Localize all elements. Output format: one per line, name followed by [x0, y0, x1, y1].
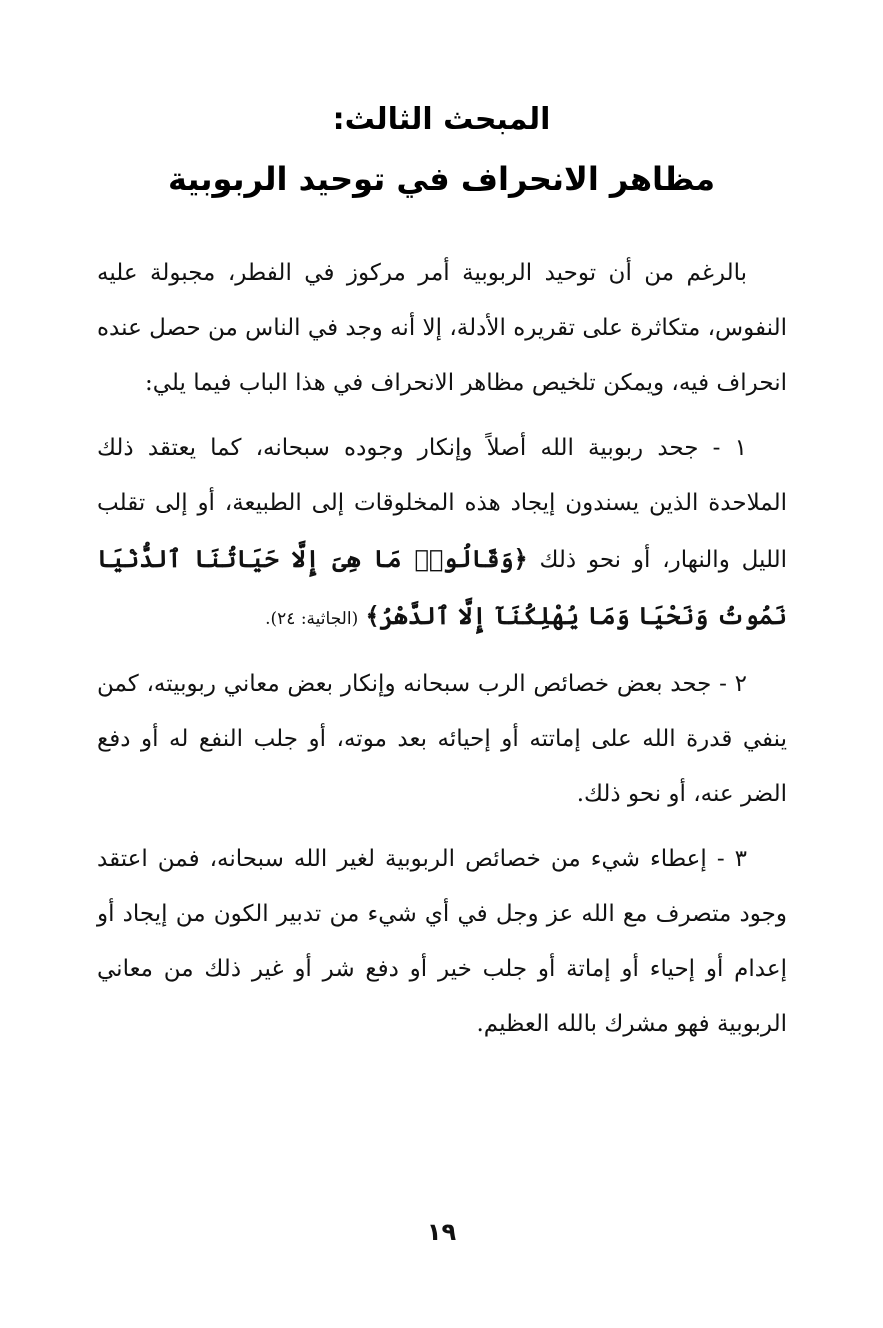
section-subtitle: مظاهر الانحراف في توحيد الربوبية — [167, 160, 716, 198]
item-2-paragraph: ٢ - جحد بعض خصائص الرب سبحانه وإنكار بعض معاني ربوبيته، كمن ينفي قدرة الله على إماتته أو إحيائه بعد موته، أو جلب النفع له أو دفع الضر عنه، أو نحو ذلك. — [97, 671, 787, 807]
page-number: ١٩ — [426, 1218, 457, 1246]
section-title: المبحث الثالث: — [332, 102, 551, 137]
intro-paragraph: بالرغم من أن توحيد الربوبية أمر مركوز في الفطر، مجبولة عليه النفوس، متكاثرة على تقريره الأدلة، إلا أنه وجد في الناس من حصل عنده انحراف فيه، ويمكن تلخيص مظاهر الانحراف في هذا الباب فيما يلي: — [97, 260, 787, 396]
item-3-paragraph: ٣ - إعطاء شيء من خصائص الربوبية لغير الله سبحانه، فمن اعتقد وجود متصرف مع الله عز وجل في أي شيء من تدبير الكون من إيجاد أو إعدام أو إحياء أو إماتة أو جلب خير أو دفع شر أو غير ذلك من معاني الربوبية فهو مشرك بالله العظيم. — [97, 846, 787, 1037]
body-text — [97, 246, 787, 1062]
quran-verse: ﴿وَقَالُوا۟ مَا هِىَ إِلَّا حَيَاتُنَا ٱلدُّنْيَا نَمُوتُ وَنَحْيَا وَمَا يُهْلِكُنَآ إِلَّا ٱلدَّهْرُ﴾ — [97, 544, 787, 630]
item-1-text: ١ - جحد ربوبية الله أصلاً وإنكار وجوده سبحانه، كما يعتقد ذلك الملاحدة الذين يسندون إيجاد هذه المخلوقات إلى الطبيعة، أو إلى تقلب الليل والنهار، أو نحو ذلك — [97, 435, 787, 573]
item-1-paragraph — [97, 421, 787, 647]
verse-reference: (الجاثية: ٢٤). — [265, 609, 359, 629]
